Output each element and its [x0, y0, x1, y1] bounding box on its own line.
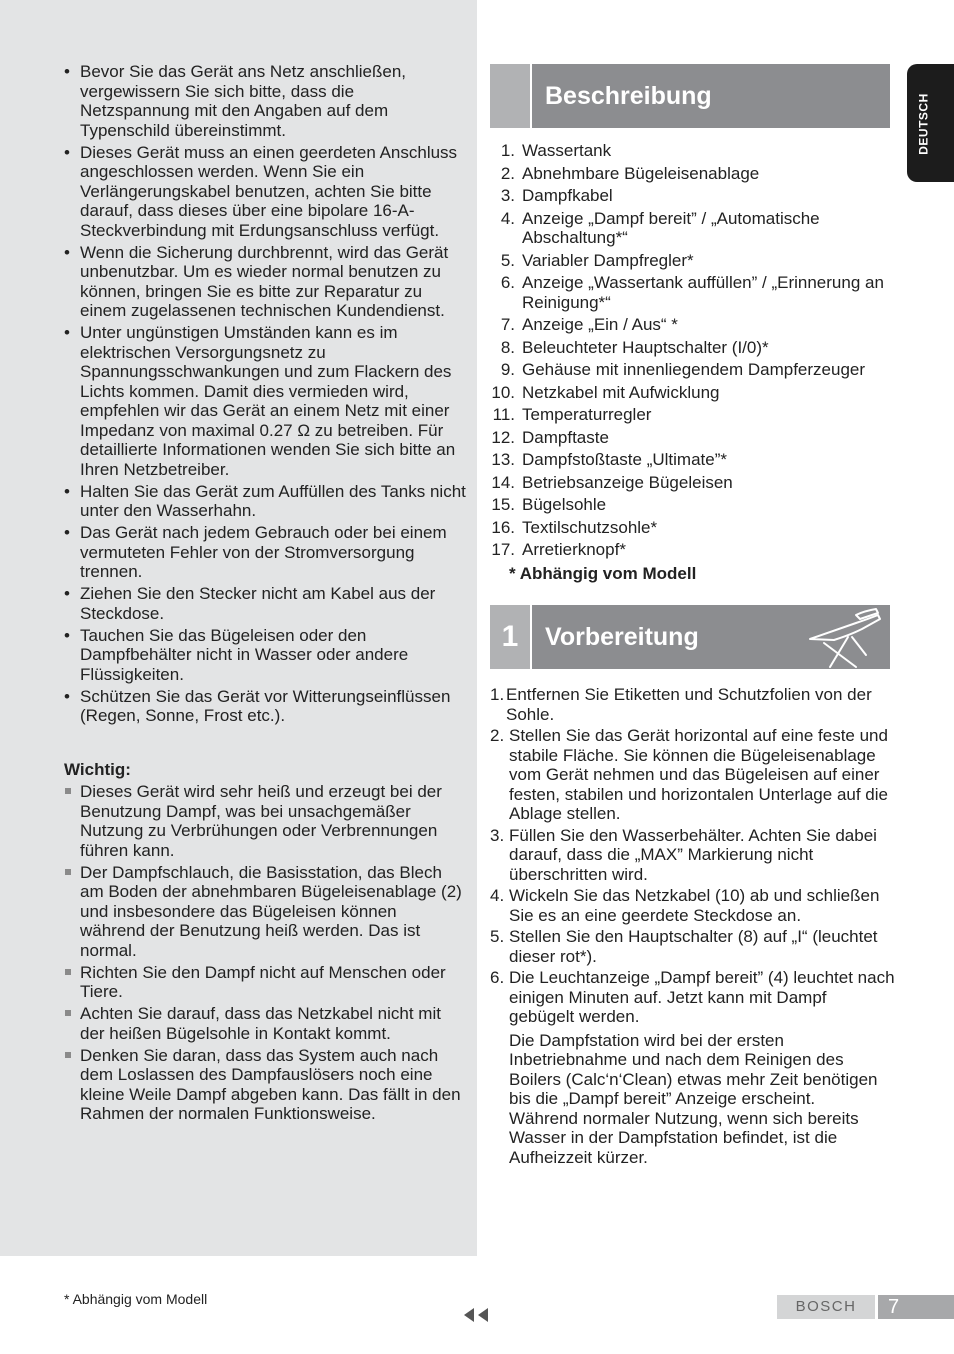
item-label: Dampftaste	[522, 427, 609, 447]
item-label: Temperaturregler	[522, 405, 652, 424]
item-number: 9.	[500, 360, 515, 379]
item-label: Dampfstoßtaste „Ultimate”*	[522, 450, 727, 469]
safety-bullet: • Halten Sie das Gerät zum Auffüllen des Tanks nicht unter den Wasserhahn.	[64, 482, 466, 521]
item-label: Dampfkabel	[522, 186, 613, 205]
step-text: Wickeln Sie das Netzkabel (10) ab und schließen Sie es an eine geerdete Steckdose an.	[509, 886, 880, 925]
double-left-arrow-icon[interactable]	[462, 1306, 492, 1324]
component-list-item	[490, 141, 910, 161]
safety-bullet: • Ziehen Sie den Stecker nicht am Kabel aus der Steckdose.	[64, 584, 466, 623]
component-list-item	[490, 518, 910, 538]
item-label: Abnehmbare Bügeleisenablage	[522, 163, 760, 183]
item-label: Arretierknopf*	[522, 540, 626, 559]
safety-bullet: • Unter ungünstigen Umständen kann es im elektrischen Versorgungsnetz zu Spannungsschwankungen und zum Flackern des Lichts kommen. Damit dies vermieden wird, empfehlen wir das Gerät an einem Netz mit einer Impedanz von maximal 0.27 Ω zu betreiben. Für detaillierte Informationen wenden Sie sich bitte an Ihren Netzbetreiber.	[64, 323, 466, 479]
component-list-item	[490, 315, 910, 335]
vorbereitung-steps	[490, 685, 895, 1169]
wichtig-list	[64, 782, 466, 1124]
item-label: Anzeige „Ein / Aus“ *	[522, 315, 678, 334]
item-number: 4.	[500, 208, 515, 228]
component-list-item	[490, 273, 910, 312]
component-list-item	[490, 383, 910, 403]
item-number: 10.	[491, 382, 515, 402]
beschreibung-title: Beschreibung	[545, 82, 712, 110]
component-list-item	[490, 251, 910, 271]
prep-step	[490, 726, 895, 824]
item-label: Textilschutzsohle*	[522, 517, 658, 537]
language-tab-label: DEUTSCH	[916, 93, 931, 155]
item-number: 14.	[491, 472, 515, 492]
item-number: 7.	[500, 315, 515, 334]
step-text: Stellen Sie das Gerät horizontal auf eine feste und stabile Fläche. Sie können die Bügeleisenablage vom Gerät nehmen und das Bügeleisen auf einer festen, stabilen und horizontalen Unterlage auf die Ablage stellen.	[509, 726, 888, 823]
component-list-item	[490, 428, 910, 448]
component-list-item	[490, 473, 910, 493]
prep-step	[490, 927, 895, 966]
step-text: Entfernen Sie Etiketten und Schutzfolien von der Sohle.	[506, 685, 872, 724]
item-number: 1.	[500, 141, 515, 160]
step-number: 2.	[490, 726, 505, 745]
item-label: Gehäuse mit innenliegendem Dampferzeuger	[522, 360, 866, 379]
header-divider	[530, 605, 532, 669]
item-label: Betriebsanzeige Bügeleisen	[522, 472, 733, 492]
wichtig-item: Der Dampfschlauch, die Basisstation, das Blech am Boden der abnehmbaren Bügeleisenablage (2) und insbesondere das Bügeleisen können während der Benutzung heiß werden. Das ist normal.	[64, 863, 466, 961]
item-label: Variabler Dampfregler*	[522, 250, 694, 270]
safety-bullet: • Bevor Sie das Gerät ans Netz anschließen, vergewissern Sie sich bitte, dass die Netzspannung mit den Angaben auf dem Typenschild übereinstimmt.	[64, 62, 466, 140]
wichtig-item: Achten Sie darauf, dass das Netzkabel nicht mit der heißen Bügelsohle in Kontakt kommt.	[64, 1004, 466, 1043]
item-number: 8.	[500, 337, 515, 357]
component-list-item	[490, 450, 910, 470]
page-number: 7	[878, 1295, 954, 1319]
component-list-item	[490, 495, 910, 515]
step-number: 5.	[490, 927, 505, 946]
item-label: Anzeige „Wassertank auffüllen” / „Erinnerung an Reinigung*“	[522, 273, 884, 312]
prep-note: Die Dampfstation wird bei der ersten Inbetriebnahme und nach dem Reinigen des Boilers (Calc‘n‘Clean) etwas mehr Zeit benötigen bis die „Dampf bereit” Anzeige erscheint.	[509, 1030, 878, 1108]
wichtig-item: Richten Sie den Dampf nicht auf Menschen oder Tiere.	[64, 963, 466, 1002]
vorbereitung-title: Vorbereitung	[545, 623, 699, 651]
step-number: 1.	[490, 685, 505, 704]
step-number: 6.	[490, 968, 505, 987]
safety-bullet: • Schützen Sie das Gerät vor Witterungseinflüssen (Regen, Sonne, Frost etc.).	[64, 687, 466, 726]
beschreibung-header	[490, 64, 890, 128]
safety-bullet: • Tauchen Sie das Bügeleisen oder den Dampfbehälter nicht in Wasser oder andere Flüssigkeiten.	[64, 626, 466, 685]
brand-label: BOSCH	[777, 1295, 875, 1319]
item-number: 6.	[500, 273, 515, 292]
wichtig-item: Dieses Gerät wird sehr heiß und erzeugt bei der Benutzung Dampf, was bei unsachgemäßer Nutzung zu Verbrühungen oder Verbrennungen führen kann.	[64, 782, 466, 860]
component-list-item	[490, 540, 910, 560]
component-list-item	[490, 209, 910, 248]
safety-bullet: • Dieses Gerät muss an einen geerdeten Anschluss angeschlossen werden. Wenn Sie ein Verlängerungskabel benutzen, achten Sie bitte darauf, dass dieses über eine bipolare 16-A-Steckverbindung mit Erdungsanschluss verfügt.	[64, 143, 466, 241]
ironing-board-icon	[804, 607, 884, 669]
component-list-item	[490, 360, 910, 380]
wichtig-item: Denken Sie daran, dass das System auch nach dem Loslassen des Dampfauslösers noch eine kleine Weile Dampf abgeben kann. Das fällt in den Rahmen der normalen Funktionsweise.	[64, 1046, 466, 1124]
safety-bullet: • Wenn die Sicherung durchbrennt, wird das Gerät unbenutzbar. Um es wieder normal benutzen zu können, bringen Sie es bitte zur Reparatur zu einem zugelassenen technischen Kundendienst.	[64, 243, 466, 321]
language-tab	[907, 64, 954, 182]
item-number: 15.	[491, 495, 515, 514]
footnote: * Abhängig vom Modell	[64, 1291, 208, 1307]
safety-instructions	[64, 62, 466, 1126]
step-text: Stellen Sie den Hauptschalter (8) auf „I“ (leuchtet dieser rot*).	[509, 927, 878, 966]
safety-bullet: • Das Gerät nach jedem Gebrauch oder bei einem vermuteten Fehler von der Stromversorgung trennen.	[64, 523, 466, 582]
prep-step	[490, 685, 895, 724]
item-number: 17.	[491, 540, 515, 559]
model-note: * Abhängig vom Modell	[509, 564, 697, 583]
item-label: Anzeige „Dampf bereit” / „Automatische Abschaltung*“	[522, 208, 820, 247]
prep-step	[490, 886, 895, 925]
step-text: Füllen Sie den Wasserbehälter. Achten Sie dabei darauf, dass die „MAX” Markierung nicht überschritten wird.	[509, 825, 877, 884]
item-number: 16.	[491, 517, 515, 537]
section-number-box	[490, 64, 530, 128]
item-number: 11.	[492, 405, 515, 424]
safety-bullet-list	[64, 62, 466, 726]
step-number: 3.	[490, 825, 505, 845]
item-number: 12.	[491, 427, 515, 447]
item-number: 5.	[500, 250, 515, 270]
prep-note: Während normaler Nutzung, wenn sich bereits Wasser in der Dampfstation befindet, ist die Aufheizzeit kürzer.	[509, 1108, 859, 1167]
item-number: 3.	[500, 186, 515, 205]
item-number: 13.	[491, 450, 515, 469]
section-number: 1	[490, 605, 530, 669]
beschreibung-list	[490, 141, 910, 563]
vorbereitung-header	[490, 605, 890, 669]
item-label: Wassertank	[522, 141, 612, 160]
item-label: Netzkabel mit Aufwicklung	[522, 382, 720, 402]
step-text: Die Leuchtanzeige „Dampf bereit” (4) leuchtet nach einigen Minuten auf. Jetzt kann mit Dampf gebügelt werden.	[509, 968, 895, 1026]
step-number: 4.	[490, 886, 505, 905]
prep-step	[490, 826, 895, 885]
component-list-item	[490, 186, 910, 206]
item-label: Beleuchteter Hauptschalter (I/0)*	[522, 337, 769, 357]
component-list-item	[490, 164, 910, 184]
component-list-item	[490, 405, 910, 425]
header-divider	[530, 64, 532, 128]
prep-step	[490, 968, 895, 1167]
item-label: Bügelsohle	[522, 495, 607, 514]
component-list-item	[490, 338, 910, 358]
item-number: 2.	[500, 163, 515, 183]
wichtig-heading: Wichtig:	[64, 759, 131, 779]
